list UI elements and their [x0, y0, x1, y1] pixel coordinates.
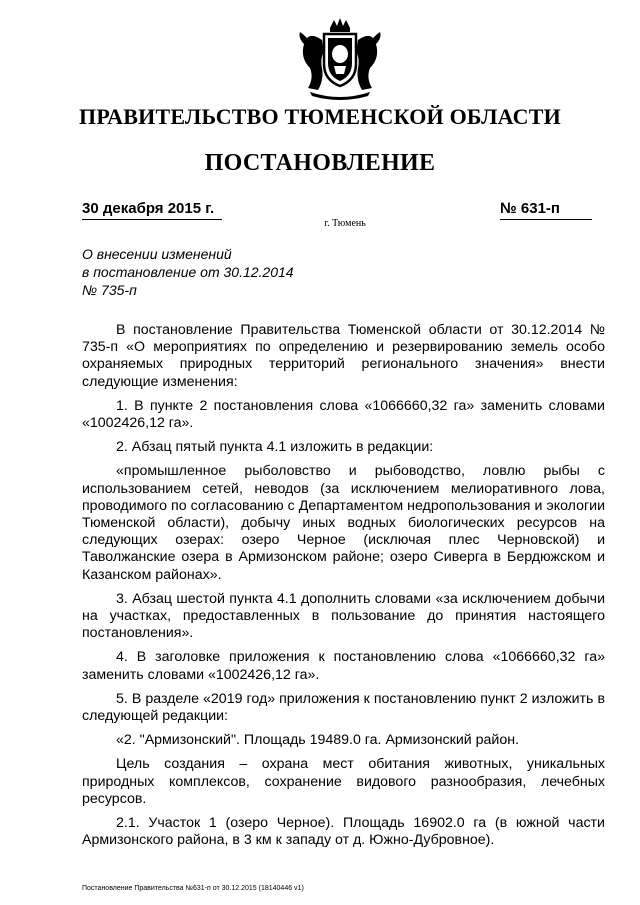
body-paragraph: В постановление Правительства Тюменской области от 30.12.2014 № 735-п «О мероприятиях по определению и резервированию земель особо охраняемых природных территорий регионального значения» внести следующие изменения: [82, 322, 605, 390]
body-paragraph: «промышленное рыболовство и рыбоводство, ловлю рыбы с использованием сетей, неводов (за исключением мелиоративного лова, проводимого по согласованию с Департаментом недропользования и экологии Тюменской области), добычу иных водных биологических ресурсов на следующих озерах: озеро Черное (исключая плес Черновской) и Таволжанские озера в Армизонском районе; озеро Сиверга в Бердюжском и Казанском районах». [82, 463, 605, 583]
body-paragraph: 5. В разделе «2019 год» приложения к постановлению пункт 2 изложить в следующей редакции: [82, 690, 605, 725]
subject-line: в постановление от 30.12.2014 [82, 264, 294, 280]
document-body [82, 322, 605, 856]
body-paragraph: 4. В заголовке приложения к постановлению слова «1066660,32 га» заменить словами «1002426,12 га». [82, 649, 605, 683]
coat-of-arms-emblem [290, 18, 390, 100]
subject-line: № 735-п [82, 282, 137, 298]
document-type-heading: ПОСТАНОВЛЕНИЕ [204, 150, 436, 176]
body-paragraph: «2. "Армизонский". Площадь 19489.0 га. Армизонский район. [116, 732, 520, 749]
document-date: 30 декабря 2015 г. [82, 200, 222, 220]
body-paragraph: 3. Абзац шестой пункта 4.1 дополнить словами «за исключением добычи на участках, предоставленных в пользование до принятия настоящего постановления». [82, 590, 605, 642]
body-paragraph: 2.1. Участок 1 (озеро Черное). Площадь 16902.0 га (в южной части Армизонского района, в 3 км к западу от д. Южно-Дубровное). [82, 815, 605, 849]
body-paragraph: 2. Абзац пятый пункта 4.1 изложить в редакции: [116, 439, 434, 456]
body-paragraph: 1. В пункте 2 постановления слова «1066660,32 га» заменить словами «1002426,12 га». [82, 397, 605, 432]
body-paragraph: Цель создания – охрана мест обитания животных, уникальных природных комплексов, сохранение видового разнообразия, лечебных ресурсов. [82, 756, 605, 807]
document-footer: Постановление Правительства №631-п от 30.12.2015 (18140446 v1) [82, 885, 304, 892]
document-subject [82, 245, 294, 299]
subject-line: О внесении изменений [82, 246, 232, 262]
document-city: г. Тюмень [324, 218, 366, 229]
government-title: ПРАВИТЕЛЬСТВО ТЮМЕНСКОЙ ОБЛАСТИ [79, 104, 561, 129]
document-number: № 631-п [500, 200, 592, 220]
